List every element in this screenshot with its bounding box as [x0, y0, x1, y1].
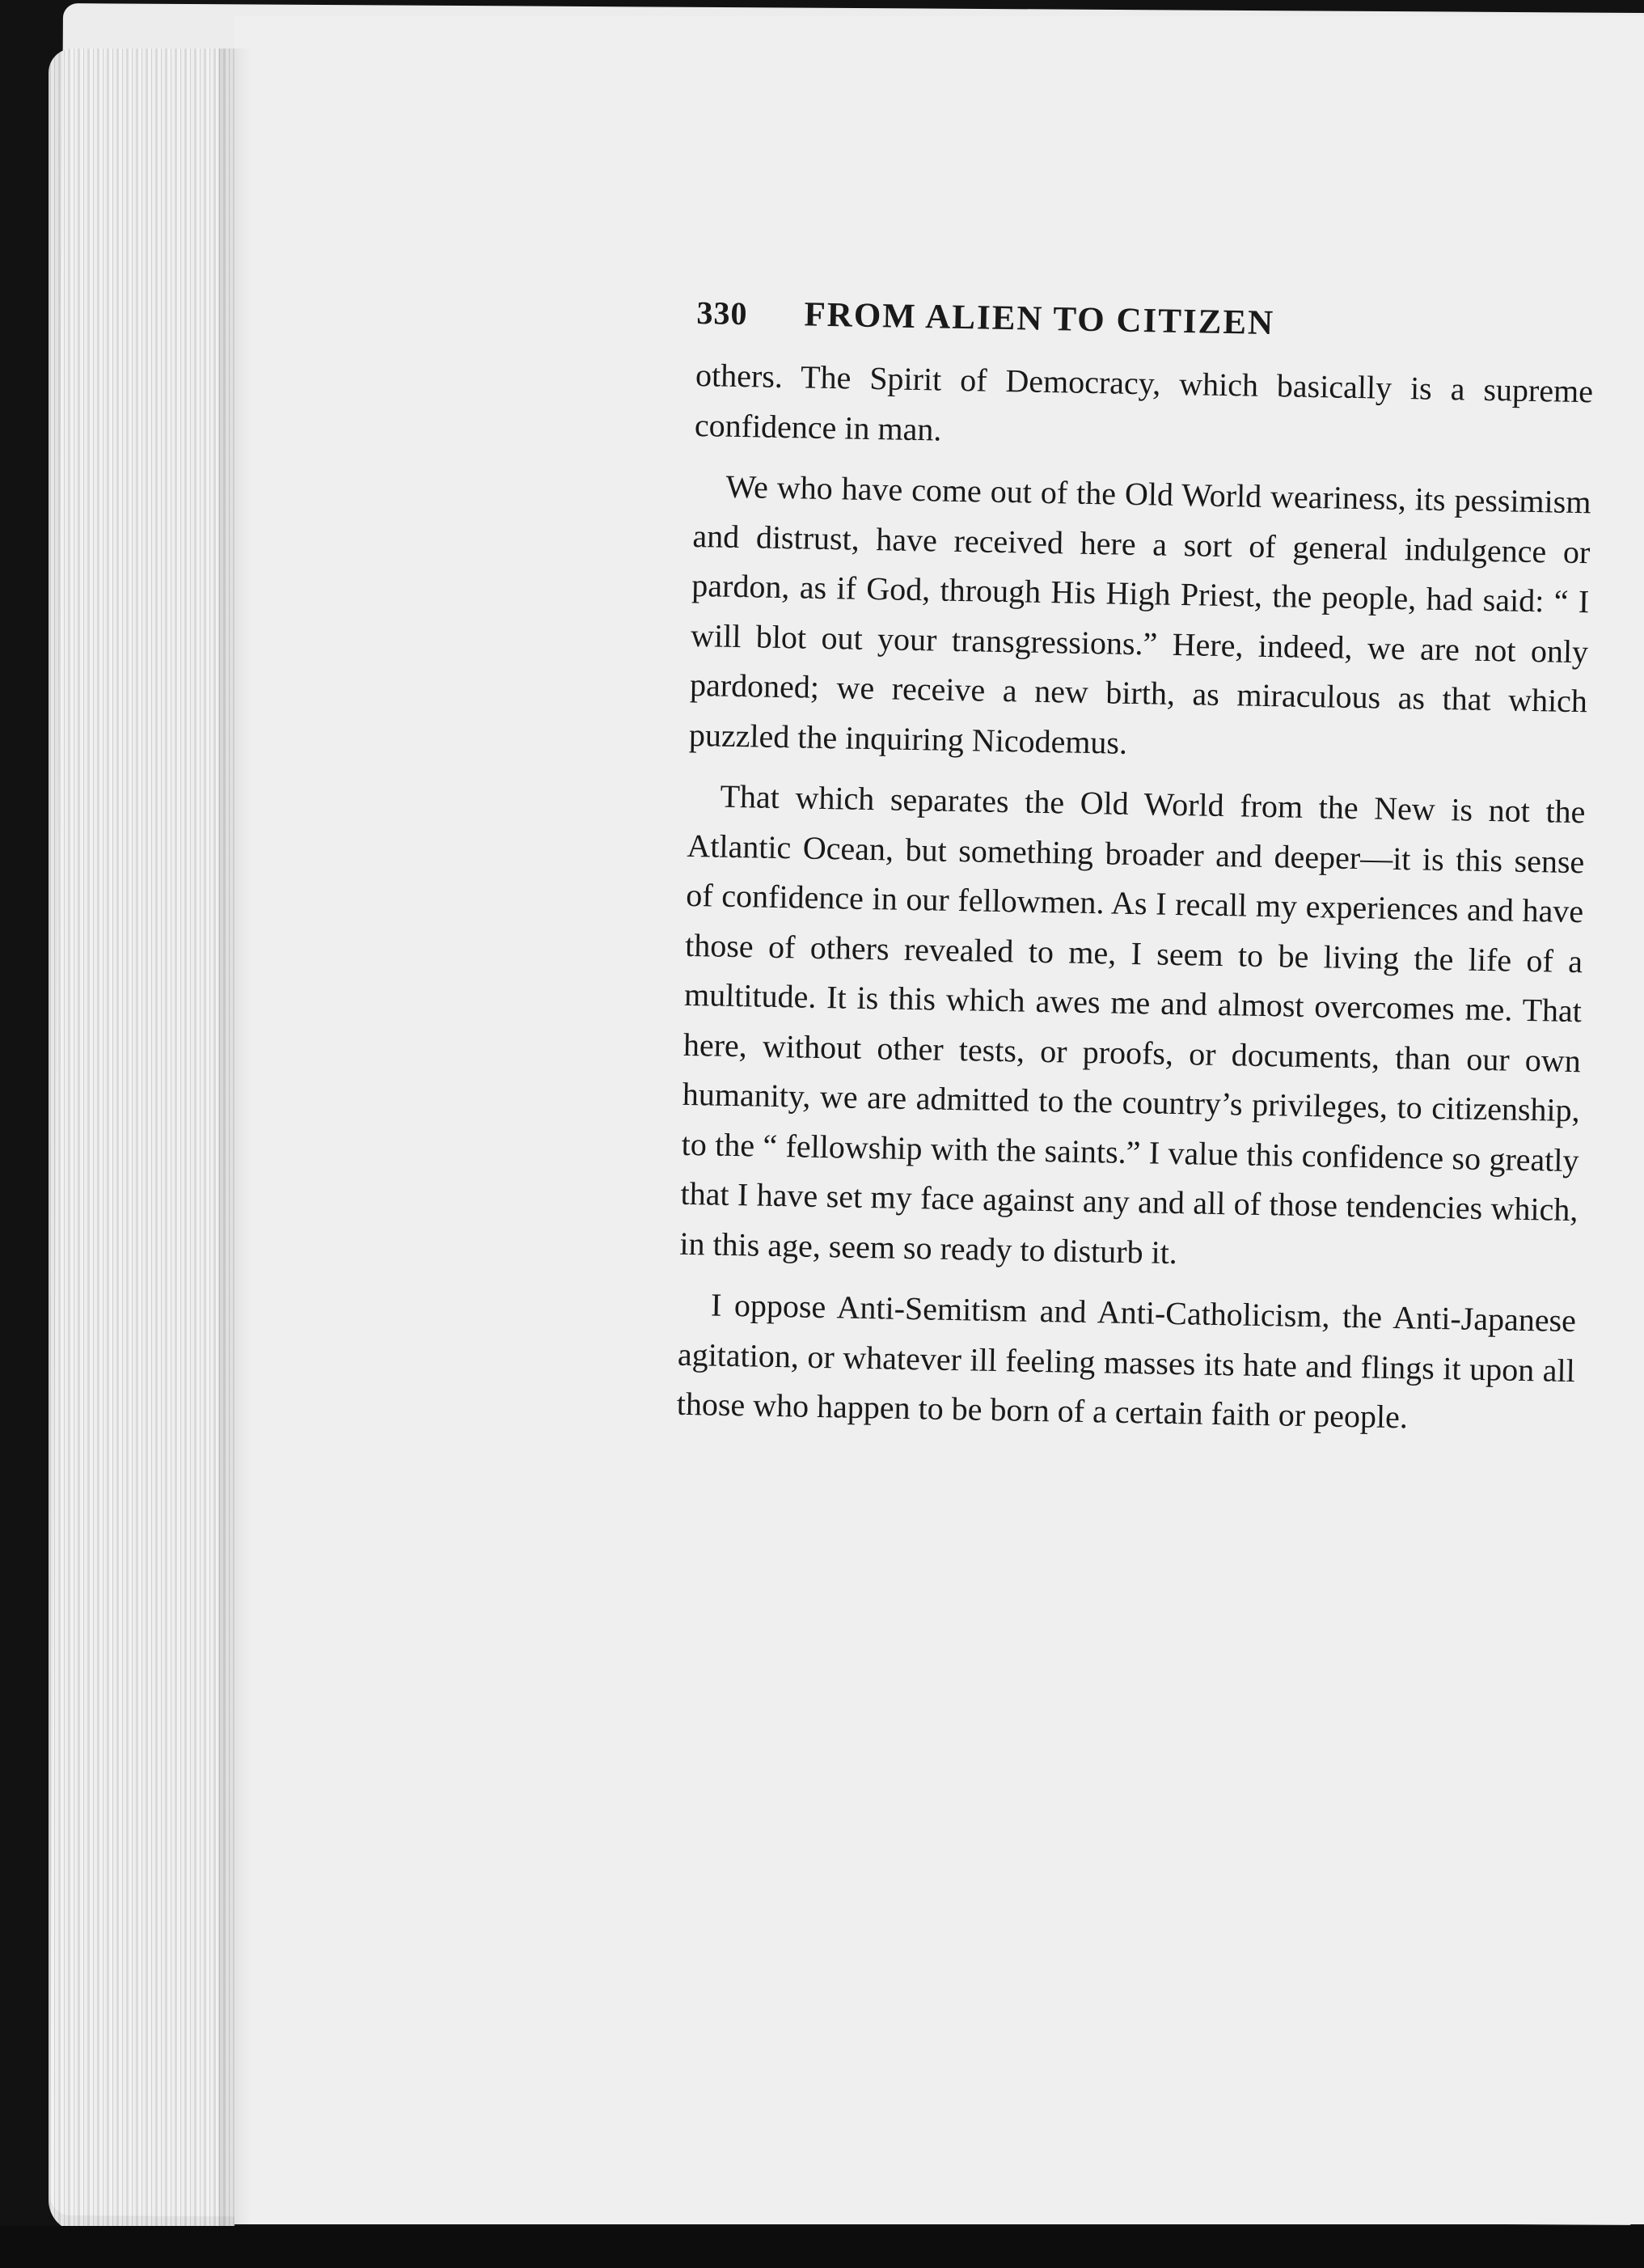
page-edges — [49, 49, 235, 2232]
running-title: FROM ALIEN TO CITIZEN — [804, 295, 1275, 343]
paragraph: That which separates the Old World from the New is not the Atlantic Ocean, but something broader and deeper—it is this sense of confidence in our fellowmen. As I recall my experiences and have those of others revealed to me, I seem to be living the life of a multitude. It is this which awes me and almost overcomes me. That here, without other tests, or proofs, or documents, than our own humanity, we are admitted to the country’s privileges, to citizenship, to the “ fellowship with the saints.” I value this confidence so greatly that I have set my face against any and all of those tendencies which, in this age, seem so ready to disturb it. — [679, 777, 1586, 1271]
page-number: 330 — [696, 294, 748, 332]
body-text — [676, 350, 1593, 1445]
paragraph: others. The Spirit of Democracy, which basically is a supreme confidence in man. — [694, 356, 1594, 448]
text-block — [676, 293, 1595, 1445]
paragraph: We who have come out of the Old World weariness, its pessimism and distrust, have received here a sort of general indulgence or pardon, as if God, through His High Priest, the people, had said: “ I will blot out your transgressions.” Here, indeed, we are not only pardoned; we receive a new birth, as miraculous as that which puzzled the inquiring Nicodemus. — [688, 468, 1591, 761]
paragraph: I oppose Anti-Semitism and Anti-Catholicism, the Anti-Japanese agitation, or whatever ill feeling masses its hate and flings it upon all those who happen to be born of a certain faith or people. — [676, 1286, 1577, 1436]
gutter-shadow — [218, 49, 251, 2232]
scan-bottom-edge — [0, 2226, 1644, 2268]
